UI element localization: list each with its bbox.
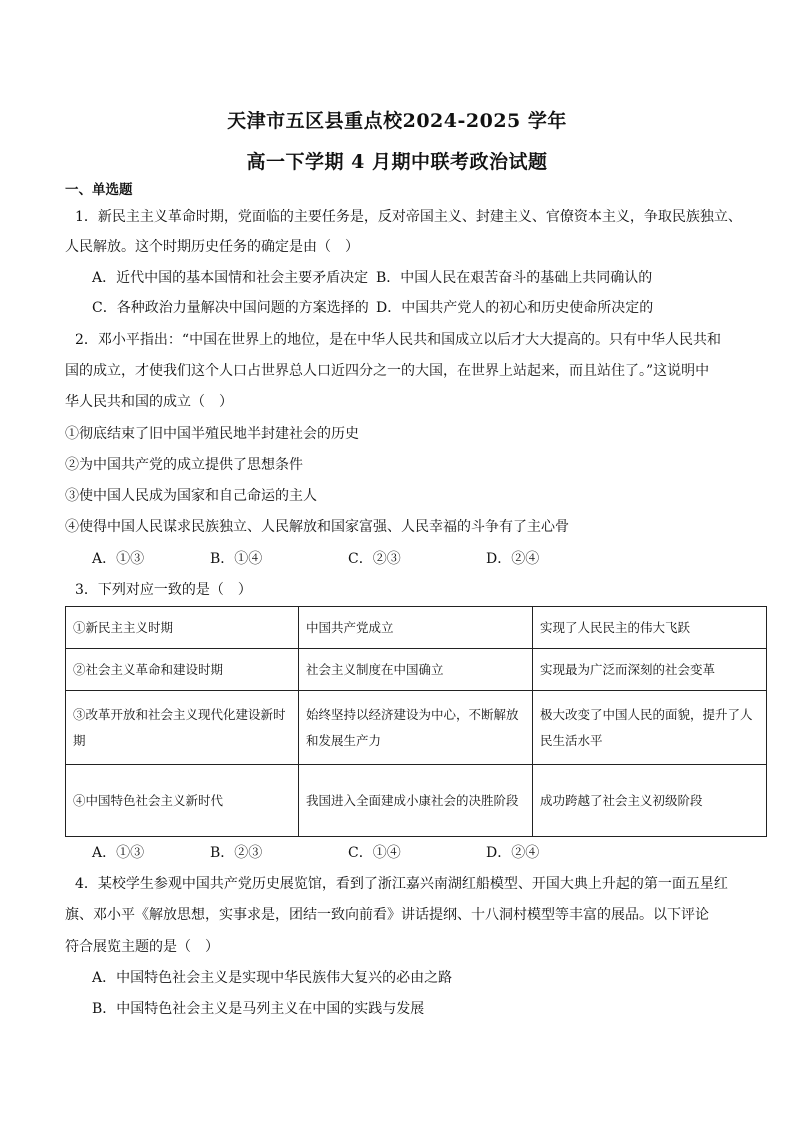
q1-option-a[interactable]: A．近代中国的基本国情和社会主要矛盾决定: [92, 270, 369, 286]
q1-option-b[interactable]: B．中国人民在艰苦奋斗的基础上共同确认的: [376, 270, 653, 286]
exam-title-line2: 高一下学期 4 月期中联考政治试题: [246, 151, 548, 173]
q1-option-c[interactable]: C．各种政治力量解决中国问题的方案选择的: [92, 300, 369, 316]
q2-item-3: ③使中国人民成为国家和自己命运的主人: [65, 488, 317, 504]
table-row: [66, 649, 767, 691]
exam-title-line1: 天津市五区县重点校2024-2025 学年: [227, 110, 567, 132]
q1-options-row2: [92, 298, 772, 318]
q3-option-d[interactable]: D．②④: [486, 845, 540, 861]
table-cell: ①新民主主义时期: [66, 607, 299, 649]
q3-table: [65, 606, 767, 837]
q4-option-b[interactable]: B．中国特色社会主义是马列主义在中国的实践与发展: [92, 1001, 425, 1017]
q2-options: [92, 549, 772, 569]
q1-option-d[interactable]: D．中国共产党人的初心和历史使命所决定的: [376, 300, 654, 316]
q2-item-4: ④使得中国人民谋求民族独立、人民解放和国家富强、人民幸福的斗争有了主心骨: [65, 519, 569, 535]
table-cell: ④中国特色社会主义新时代: [66, 765, 299, 837]
q4-stem-line1: 4．某校学生参观中国共产党历史展览馆，看到了浙江嘉兴南湖红船模型、开国大典上升起的第一面五星红: [75, 876, 728, 892]
q1-stem-line2: 人民解放。这个时期历史任务的确定是由（ ）: [65, 239, 359, 255]
table-cell: 实现最为广泛而深刻的社会变革: [533, 649, 767, 691]
q1-stem-line1: 1．新民主主义革命时期，党面临的主要任务是，反对帝国主义、封建主义、官僚资本主义，争取民族独立、: [75, 209, 742, 225]
q2-option-a[interactable]: A．①③: [92, 551, 145, 567]
table-cell: 中国共产党成立: [299, 607, 533, 649]
q2-option-d[interactable]: D．②④: [486, 551, 540, 567]
q2-item-1: ①彻底结束了旧中国半殖民地半封建社会的历史: [65, 426, 359, 442]
table-cell: 成功跨越了社会主义初级阶段: [533, 765, 767, 837]
q2-stem-line2: 国的成立，才使我们这个人口占世界总人口近四分之一的大国，在世界上站起来，而且站住了。”这说明中: [65, 363, 710, 379]
q4-stem-line3: 符合展览主题的是（ ）: [65, 939, 219, 955]
q2-option-c[interactable]: C．②③: [348, 551, 401, 567]
q3-stem: 3．下列对应一致的是（ ）: [75, 582, 252, 598]
q3-option-c[interactable]: C．①④: [348, 845, 401, 861]
table-cell: 始终坚持以经济建设为中心，不断解放和发展生产力: [299, 691, 533, 765]
table-cell: ②社会主义革命和建设时期: [66, 649, 299, 691]
q4-option-a[interactable]: A．中国特色社会主义是实现中华民族伟大复兴的必由之路: [92, 970, 453, 986]
q3-options: [92, 843, 772, 863]
q2-stem-line1: 2．邓小平指出：“中国在世界上的地位，是在中华人民共和国成立以后才大大提高的。只有中华人民共和: [75, 332, 722, 348]
table-cell: 我国进入全面建成小康社会的决胜阶段: [299, 765, 533, 837]
table-cell: 极大改变了中国人民的面貌，提升了人民生活水平: [533, 691, 767, 765]
q2-option-b[interactable]: B．①④: [210, 551, 263, 567]
q4-stem-line2: 旗、邓小平《解放思想，实事求是，团结一致向前看》讲话提纲、十八洞村模型等丰富的展品。以下评论: [65, 907, 709, 923]
q3-option-b[interactable]: B．②③: [210, 845, 263, 861]
q1-options-row1: [92, 268, 772, 288]
table-row: [66, 765, 767, 837]
table-row: [66, 691, 767, 765]
section-title: 一、单选题: [65, 182, 133, 198]
q2-stem-line3: 华人民共和国的成立（ ）: [65, 394, 233, 410]
q2-item-2: ②为中国共产党的成立提供了思想条件: [65, 457, 303, 473]
table-cell: 社会主义制度在中国确立: [299, 649, 533, 691]
table-row: [66, 607, 767, 649]
table-cell: 实现了人民民主的伟大飞跃: [533, 607, 767, 649]
table-cell: ③改革开放和社会主义现代化建设新时期: [66, 691, 299, 765]
q3-option-a[interactable]: A．①③: [92, 845, 145, 861]
